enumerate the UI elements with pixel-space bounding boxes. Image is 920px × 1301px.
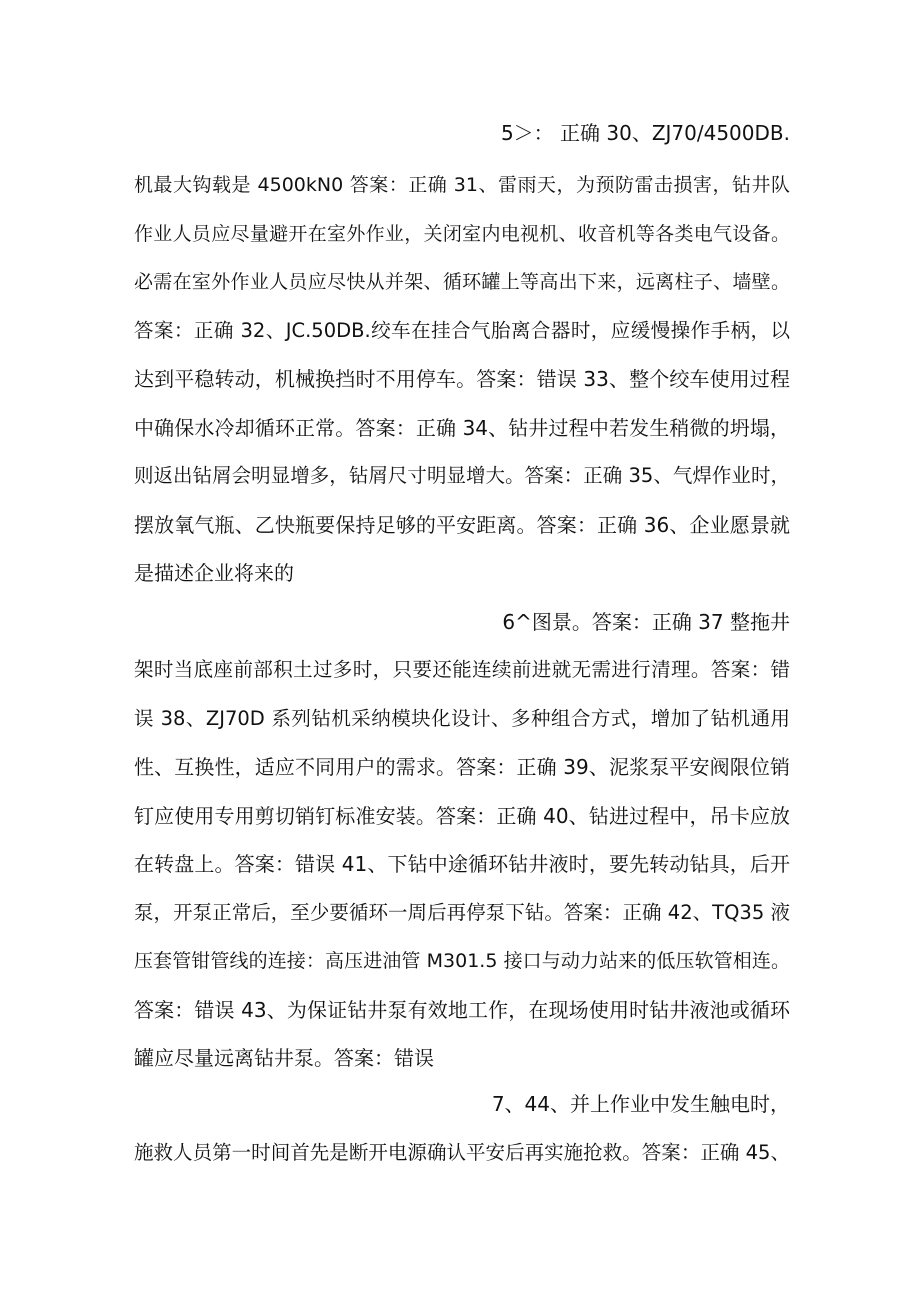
text-line: 在转盘上。答案：错误 41、下钻中途循环钻井液时，要先转动钻具，后开 [134,852,790,876]
text-line: 钉应使用专用剪切销钉标准安装。答案：正确 40、钻进过程中，吊卡应放 [134,804,790,828]
text-line: 泵，开泵正常后，至少要循环一周后再停泵下钻。答案：正确 42、TQ35 液 [134,901,790,924]
text-line: 作业人员应尽量避开在室外作业，关闭室内电视机、收音机等各类电气设备。 [134,223,790,245]
text-line: 7、44、并上作业中发生触电时， [491,1092,790,1116]
text-line: 误 38、ZJ70D 系列钻机采纳模块化设计、多种组合方式，增加了钻机通用 [134,707,790,730]
text-line: 5＞： 正确 30、ZJ70/4500DB. [500,121,790,145]
text-line: 罐应尽量远离钻井泵。答案：错误 [134,1046,434,1070]
text-line: 则返出钻屑会明显增多，钻屑尺寸明显增大。答案：正确 35、气焊作业时， [134,464,790,487]
text-line: 压套管钳管线的连接：高压进油管 M301.5 接口与动力站来的低压软管相连。 [134,950,790,972]
text-line: 6^图景。答案：正确 37 整拖井 [502,610,790,634]
text-line: 中确保水冷却循环正常。答案：正确 34、钻井过程中若发生稍微的坍塌， [134,416,790,440]
text-line: 答案：正确 32、JC.50DB.绞车在挂合气胎离合器时，应缓慢操作手柄，以 [134,319,790,342]
text-line: 是描述企业将来的 [134,561,294,585]
text-line: 摆放氧气瓶、乙快瓶要保持足够的平安距离。答案：正确 36、企业愿景就 [134,513,790,537]
text-line: 施救人员第一时间首先是断开电源确认平安后再实施抢救。答案：正确 45、 [134,1141,790,1164]
text-line: 达到平稳转动，机械换挡时不用停车。答案：错误 33、整个绞车使用过程 [134,367,790,391]
text-line: 必需在室外作业人员应尽快从并架、循环罐上等高出下来，远离柱子、墙壁。 [134,271,790,293]
text-line: 答案：错误 43、为保证钻井泵有效地工作，在现场使用时钻井液池或循环 [134,998,790,1022]
text-line: 架时当底座前部积土过多时，只要还能连续前进就无需进行清理。答案：错 [134,658,790,681]
text-line: 机最大钩载是 4500kN0 答案：正确 31、雷雨天，为预防雷击损害，钻井队 [134,174,790,196]
text-line: 性、互换性，适应不同用户的需求。答案：正确 39、泥浆泵平安阀限位销 [134,755,790,779]
